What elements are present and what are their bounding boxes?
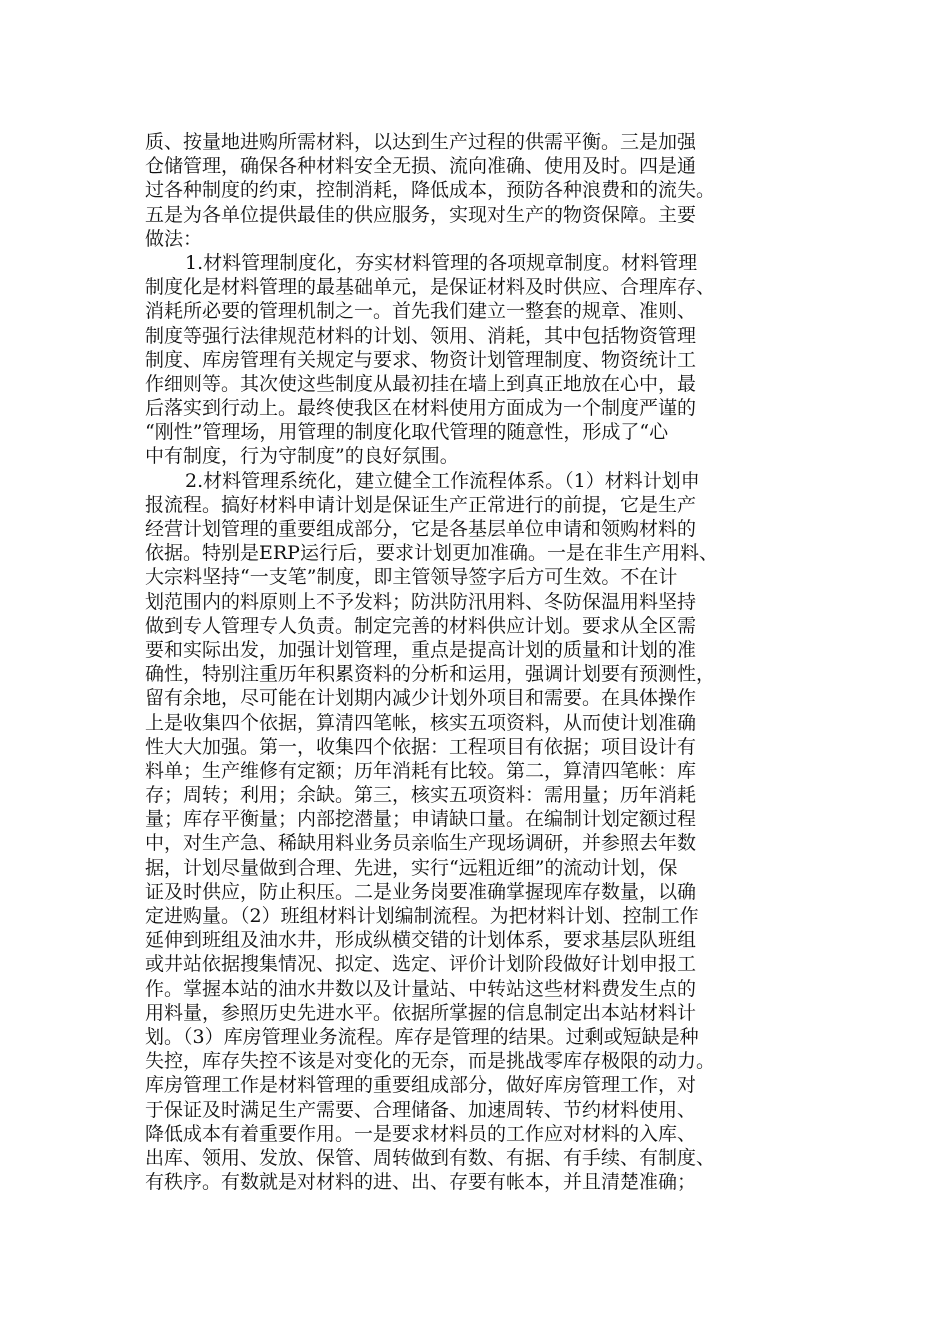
text-line: 后落实到行动上。最终使我区在材料使用方面成为一个制度严谨的 bbox=[145, 397, 697, 420]
text-line: 性大大加强。第一，收集四个依据：工程项目有依据；项目设计有 bbox=[145, 735, 697, 758]
text-line: 作细则等。其次使这些制度从最初挂在墙上到真正地放在心中，最 bbox=[145, 372, 697, 395]
text-line: 过各种制度的约束，控制消耗，降低成本，预防各种浪费和的流失。 bbox=[145, 179, 716, 202]
text-line: 划范围内的料原则上不予发料；防洪防汛用料、冬防保温用料坚持 bbox=[145, 590, 697, 613]
text-line: 报流程。搞好材料申请计划是保证生产正常进行的前提，它是生产 bbox=[145, 493, 697, 516]
text-line: 有秩序。有数就是对材料的进、出、存要有帐本，并且清楚准确； bbox=[145, 1171, 697, 1194]
text-line: 中，对生产急、稀缺用料业务员亲临生产现场调研，并参照去年数 bbox=[145, 832, 697, 855]
paragraph-first-line: 2.材料管理系统化，建立健全工作流程体系。（1）材料计划申 bbox=[185, 469, 700, 492]
text-line: 失控，库存失控不该是对变化的无奈，而是挑战零库存极限的动力。 bbox=[145, 1050, 716, 1073]
text-line: 留有余地，尽可能在计划期内减少计划外项目和需要。在具体操作 bbox=[145, 687, 697, 710]
text-line: 出库、领用、发放、保管、周转做到有数、有据、有手续、有制度、 bbox=[145, 1146, 716, 1169]
text-line: 质、按量地进购所需材料，以达到生产过程的供需平衡。三是加强 bbox=[145, 131, 697, 153]
text-line: 库房管理工作是材料管理的重要组成部分，做好库房管理工作，对 bbox=[145, 1074, 697, 1097]
text-line: 延伸到班组及油水井，形成纵横交错的计划体系，要求基层队班组 bbox=[145, 929, 697, 952]
text-line: 确性，特别注重历年积累资料的分析和运用，强调计划要有预测性， bbox=[145, 663, 716, 686]
text-line: 料单；生产维修有定额；历年消耗有比较。第二，算清四笔帐：库 bbox=[145, 759, 697, 782]
text-line: 经营计划管理的重要组成部分，它是各基层单位申请和领购材料的 bbox=[145, 518, 697, 540]
text-line: 量；库存平衡量；内部挖潜量；申请缺口量。在编制计划定额过程 bbox=[145, 808, 697, 831]
text-line: 五是为各单位提供最佳的供应服务，实现对生产的物资保障。主要 bbox=[145, 203, 697, 226]
text-line: 上是收集四个依据，算清四笔帐，核实五项资料，从而使计划准确 bbox=[145, 711, 697, 734]
text-line: 大宗料坚持“一支笔”制度，即主管领导签字后方可生效。不在计 bbox=[145, 566, 678, 589]
text-line: 仓储管理，确保各种材料安全无损、流向准确、使用及时。四是通 bbox=[145, 155, 697, 178]
text-line: 或井站依据搜集情况、拟定、选定、评价计划阶段做好计划申报工 bbox=[145, 953, 697, 976]
text-line: 降低成本有着重要作用。一是要求材料员的工作应对材料的入库、 bbox=[145, 1122, 697, 1145]
text-line: 做法： bbox=[145, 227, 203, 250]
text-line: 据，计划尽量做到合理、先进，实行“远粗近细”的流动计划，保 bbox=[145, 856, 678, 879]
text-line: 定进购量。（2）班组材料计划编制流程。为把材料计划、控制工作 bbox=[145, 905, 699, 927]
text-line: 存；周转；利用；余缺。第三，核实五项资料：需用量；历年消耗 bbox=[145, 784, 697, 807]
text-line: 消耗所必要的管理机制之一。首先我们建立一整套的规章、准则、 bbox=[145, 300, 697, 323]
paragraph-first-line: 1.材料管理制度化，夯实材料管理的各项规章制度。材料管理 bbox=[185, 251, 698, 274]
text-line: 做到专人管理专人负责。制定完善的材料供应计划。要求从全区需 bbox=[145, 614, 697, 637]
text-line: 制度等强行法律规范材料的计划、领用、消耗，其中包括物资管理 bbox=[145, 324, 697, 347]
text-line: 制度化是材料管理的最基础单元，是保证材料及时供应、合理库存、 bbox=[145, 276, 716, 299]
text-line: 划。（3）库房管理业务流程。库存是管理的结果。过剩或短缺是种 bbox=[145, 1025, 699, 1048]
document-page bbox=[145, 130, 810, 1194]
text-line: 证及时供应，防止积压。二是业务岗要准确掌握现库存数量，以确 bbox=[145, 880, 697, 903]
text-line: 于保证及时满足生产需要、合理储备、加速周转、节约材料使用、 bbox=[145, 1098, 697, 1121]
text-line: 要和实际出发，加强计划管理，重点是提高计划的质量和计划的准 bbox=[145, 638, 697, 661]
text-line: 制度、库房管理有关规定与要求、物资计划管理制度、物资统计工 bbox=[145, 348, 697, 371]
text-line: 依据。特别是ERP运行后，要求计划更加准确。一是在非生产用料、 bbox=[145, 542, 718, 565]
text-line: 作。掌握本站的油水井数以及计量站、中转站这些材料费发生点的 bbox=[145, 977, 697, 1000]
text-line: “刚性”管理场，用管理的制度化取代管理的随意性，形成了“心 bbox=[145, 421, 669, 444]
text-line: 中有制度，行为守制度”的良好氛围。 bbox=[145, 445, 459, 468]
text-line: 用料量，参照历史先进水平。依据所掌握的信息制定出本站材料计 bbox=[145, 1001, 697, 1024]
